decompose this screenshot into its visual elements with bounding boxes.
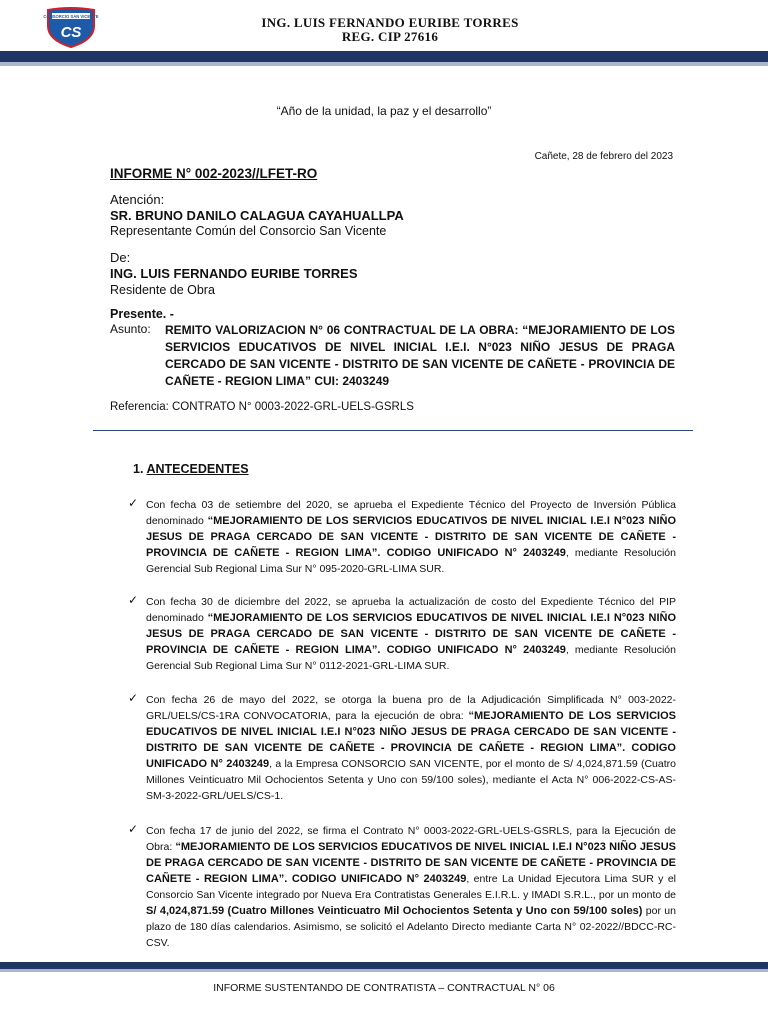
year-motto: “Año de la unidad, la paz y el desarrollo” [276, 104, 492, 118]
document-date: Cañete, 28 de febrero del 2023 [534, 151, 673, 162]
section-number: 1. [133, 462, 144, 476]
list-item: Con fecha 03 de setiembre del 2020, se aprueba el Expediente Técnico del Proyecto de Inversión Pública denominado “MEJORAMIENTO DE LOS SERVICIOS EDUCATIVOS DE NIVEL INICIAL I.E.I N°023 NIÑO JESUS DE PRAGA CERCADO DE SAN VICENTE - DISTRITO DE SAN VICENTE DE CAÑETE - PROVINCIA DE CAÑETE - REGION LIMA”. CODIGO UNIFICADO N° 2403249, mediante Resolución Gerencial Sub Regional Lima Sur N° 095-2020-GRL-LIMA SUR. [146, 499, 676, 575]
attention-label: Atención: [110, 192, 165, 207]
checkmark-icon: ✓ [128, 593, 139, 607]
from-label: De: [110, 250, 131, 265]
section-heading [133, 462, 249, 476]
subject-text: REMITO VALORIZACION N° 06 CONTRACTUAL DE LA OBRA: “MEJORAMIENTO DE LOS SERVICIOS EDUCATIVOS DE NIVEL INICIAL I.E.I. N°023 NIÑO JESUS DE PRAGA CERCADO DE SAN VICENTE - DISTRITO DE SAN VICENTE DE CAÑETE - PROVINCIA DE CAÑETE - REGION LIMA” CUI: 2403249 [165, 323, 675, 388]
divider [93, 430, 693, 431]
logo-caption: CONSORCIO SAN VICENTE [43, 14, 99, 19]
list-item: Con fecha 17 de junio del 2022, se firma el Contrato N° 0003-2022-GRL-UELS-GSRLS, para la Ejecución de Obra: “MEJORAMIENTO DE LOS SERVICIOS EDUCATIVOS DE NIVEL INICIAL I.E.I N°023 NIÑO JESUS DE PRAGA CERCADO DE SAN VICENTE - DISTRITO DE SAN VICENTE DE CAÑETE - PROVINCIA DE CAÑETE - REGION LIMA”. CODIGO UNIFICADO N° 2403249, entre La Unidad Ejecutora Lima SUR y el Consorcio San Vicente integrado por Nueva Era Contratistas Generales E.I.R.L. y IMADI S.R.L., por un monto de S/ 4,024,871.59 (Cuatro Millones Veinticuatro Mil Ochocientos Setenta y Uno con 59/100 soles) por un plazo de 180 días calendarios. Asimismo, se solicitó el Adelanto Directo mediante Carta N° 02-2022//BDCC-RC-CSV. [146, 825, 677, 949]
footer-band-dark [0, 962, 768, 969]
checkmark-icon: ✓ [128, 822, 139, 836]
from-name: ING. LUIS FERNANDO EURIBE TORRES [110, 266, 358, 281]
header-band-light [0, 62, 768, 66]
header-band-dark [0, 51, 768, 62]
report-number: INFORME N° 002-2023//LFET-RO [110, 166, 318, 181]
consorcio-logo [42, 6, 100, 48]
from-role: Residente de Obra [110, 283, 215, 297]
attention-role: Representante Común del Consorcio San Vicente [110, 224, 387, 238]
presente-label: Presente. - [110, 307, 174, 321]
section-title: ANTECEDENTES [146, 462, 249, 476]
checkmark-icon: ✓ [128, 691, 139, 705]
header-name: ING. LUIS FERNANDO EURIBE TORRES [261, 15, 519, 30]
header-registration: REG. CIP 27616 [341, 29, 439, 44]
list-item: Con fecha 30 de diciembre del 2022, se aprueba la actualización de costo del Expediente Técnico del PIP denominado “MEJORAMIENTO DE LOS SERVICIOS EDUCATIVOS DE NIVEL INICIAL I.E.I N°023 NIÑO JESUS DE PRAGA CERCADO DE SAN VICENTE - DISTRITO DE SAN VICENTE DE CAÑETE - PROVINCIA DE CAÑETE - REGION LIMA”. CODIGO UNIFICADO N° 2403249, mediante Resolución Gerencial Sub Regional Lima Sur N° 0112-2021-GRL-LIMA SUR. [146, 596, 676, 672]
subject-label: Asunto: [110, 322, 151, 336]
logo-letters: CS [60, 24, 82, 41]
footer-text: INFORME SUSTENTANDO DE CONTRATISTA – CONTRACTUAL N° 06 [213, 982, 555, 994]
attention-name: SR. BRUNO DANILO CALAGUA CAYAHUALLPA [110, 208, 404, 223]
list-item: Con fecha 26 de mayo del 2022, se otorga la buena pro de la Adjudicación Simplificada N° 003-2022-GRL/UELS/CS-1RA CONVOCATORIA, para la ejecución de obra: “MEJORAMIENTO DE LOS SERVICIOS EDUCATIVOS DE NIVEL INICIAL I.E.I N°023 NIÑO JESUS DE PRAGA CERCADO DE SAN VICENTE - DISTRITO DE SAN VICENTE DE CAÑETE - PROVINCIA DE CAÑETE - REGION LIMA”. CODIGO UNIFICADO N° 2403249, a la Empresa CONSORCIO SAN VICENTE, por el monto de S/ 4,024,871.59 (Cuatro Millones Veinticuatro Mil Ochocientos Setenta y Uno con 59/100 soles), mediante el Acta N° 006-2022-CS-AS-SM-3-2022-GRL/UELS/CS-1. [146, 694, 676, 802]
footer-band-light [0, 969, 768, 972]
checkmark-icon: ✓ [128, 496, 139, 510]
reference: Referencia: CONTRATO N° 0003-2022-GRL-UELS-GSRLS [110, 401, 414, 413]
